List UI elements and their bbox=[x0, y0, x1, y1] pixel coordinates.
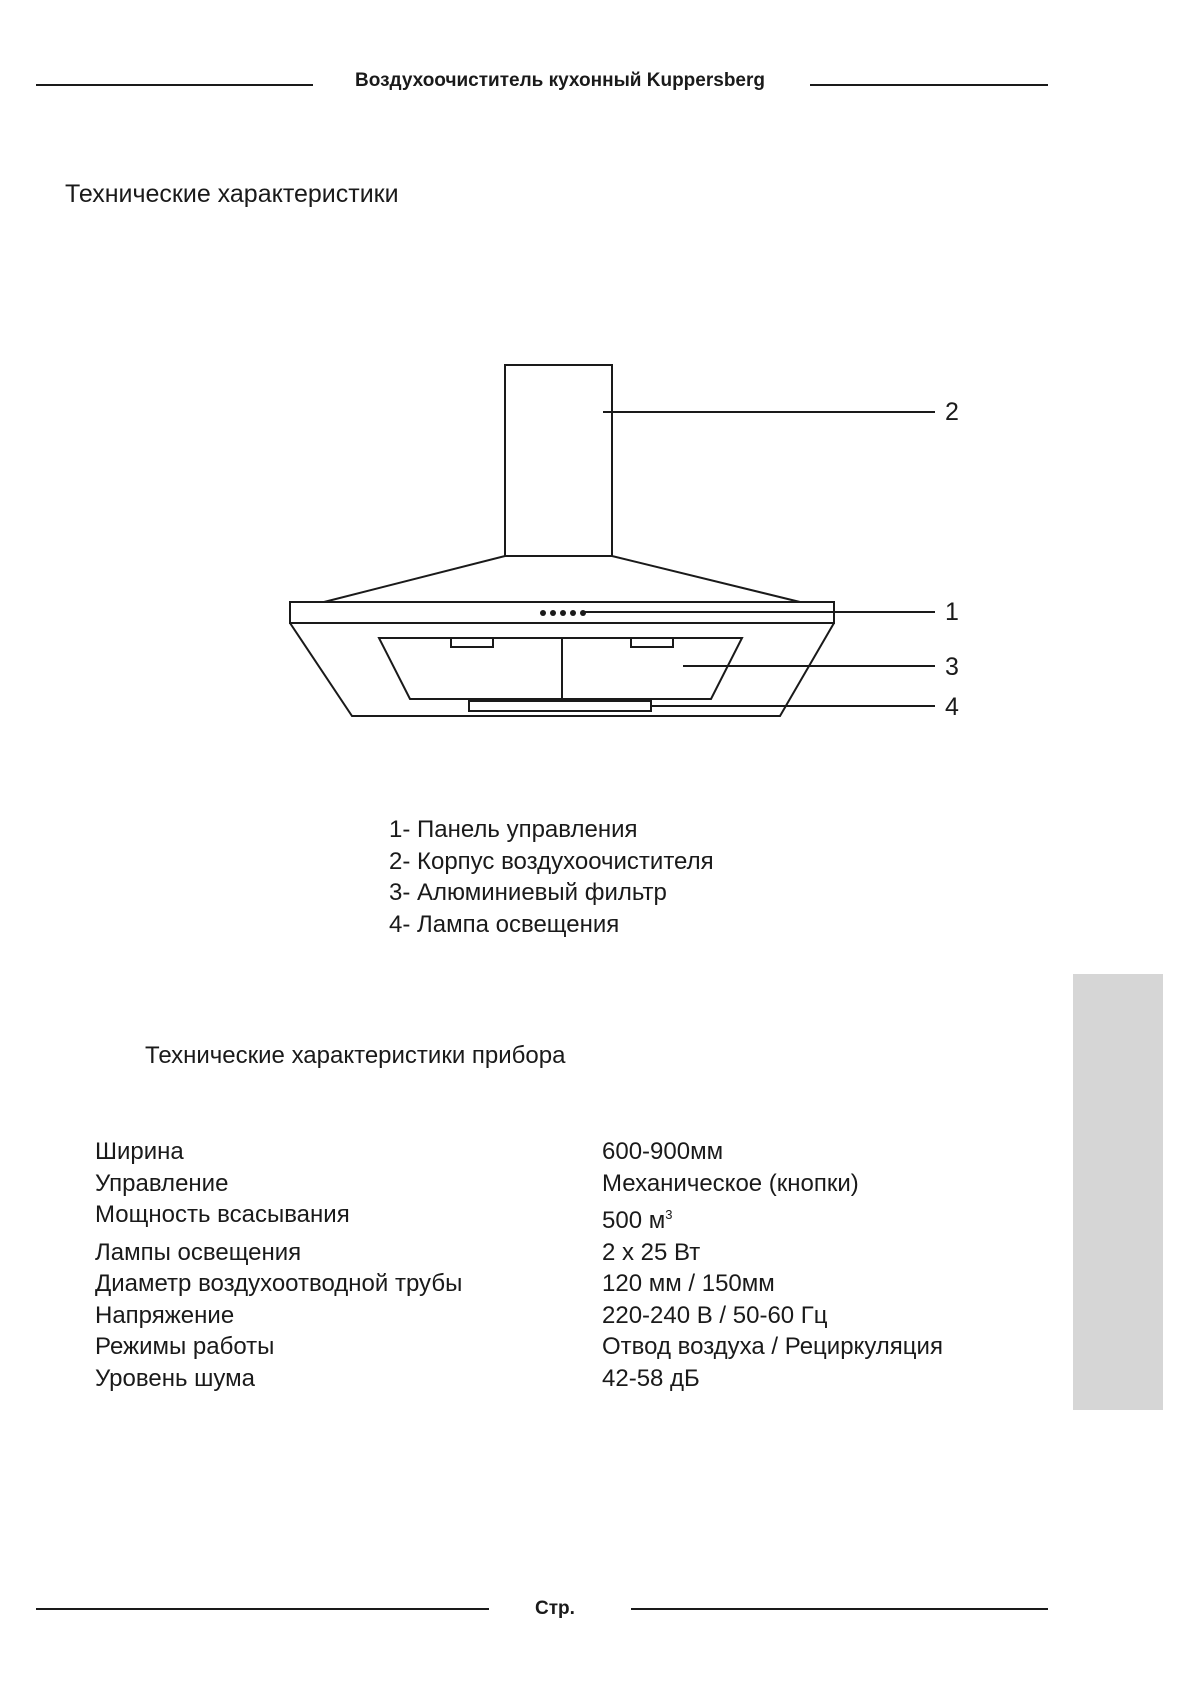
spec-value: 220-240 В / 50-60 Гц bbox=[602, 1301, 828, 1329]
spec-label: Уровень шума bbox=[95, 1364, 255, 1392]
spec-value: Механическое (кнопки) bbox=[602, 1169, 859, 1197]
specs-table bbox=[95, 1136, 943, 1394]
legend-item: 3- Алюминиевый фильтр bbox=[389, 879, 667, 906]
spec-value: 42-58 дБ bbox=[602, 1364, 700, 1392]
spec-row bbox=[95, 1168, 943, 1200]
hood-filter-clip-right bbox=[631, 638, 673, 647]
legend-item: 1- Панель управления bbox=[389, 816, 638, 843]
hood-filter-clip-left bbox=[451, 638, 493, 647]
control-button bbox=[570, 610, 576, 616]
spec-value: 120 мм / 150мм bbox=[602, 1270, 775, 1297]
hood-lamp bbox=[469, 701, 651, 711]
control-button bbox=[550, 610, 556, 616]
legend-item: 2- Корпус воздухоочистителя bbox=[389, 847, 714, 875]
spec-row bbox=[95, 1237, 943, 1269]
spec-value: 2 х 25 Вт bbox=[602, 1238, 701, 1266]
spec-row bbox=[95, 1268, 943, 1300]
spec-row bbox=[95, 1136, 943, 1168]
hood-chimney bbox=[505, 365, 612, 556]
callout-4: 4 bbox=[945, 693, 959, 721]
spec-row bbox=[95, 1300, 943, 1332]
footer-page-label: Стр. bbox=[535, 1598, 575, 1619]
spec-value: 600-900мм bbox=[602, 1138, 724, 1165]
spec-row bbox=[95, 1331, 943, 1363]
spec-label: Диаметр воздухоотводной трубы bbox=[95, 1270, 463, 1297]
specs-title: Технические характеристики прибора bbox=[145, 1042, 566, 1069]
spec-label: Управление bbox=[95, 1169, 229, 1197]
spec-value: 500 м bbox=[602, 1207, 666, 1234]
hood-canopy bbox=[324, 556, 800, 602]
spec-value: Отвод воздуха / Рециркуляция bbox=[602, 1333, 943, 1360]
section-title: Технические характеристики bbox=[65, 180, 399, 208]
spec-label: Лампы освещения bbox=[95, 1238, 302, 1266]
control-button bbox=[580, 610, 586, 616]
hood-diagram bbox=[0, 0, 1191, 760]
spec-label: Напряжение bbox=[95, 1301, 235, 1329]
spec-row bbox=[95, 1199, 943, 1237]
diagram-legend bbox=[389, 814, 714, 940]
callout-2: 2 bbox=[945, 398, 959, 426]
spec-label: Ширина bbox=[95, 1138, 184, 1165]
spec-label: Режимы работы bbox=[95, 1333, 275, 1360]
spec-value-superscript: 3 bbox=[665, 1207, 673, 1222]
hood-filter-frame bbox=[379, 638, 742, 699]
footer-rule-right bbox=[631, 1608, 1048, 1610]
spec-value-suction bbox=[602, 1199, 672, 1237]
control-button bbox=[540, 610, 546, 616]
footer-rule-left bbox=[36, 1608, 489, 1610]
callout-3: 3 bbox=[945, 653, 959, 681]
spec-label: Мощность всасывания bbox=[95, 1201, 350, 1228]
callout-1: 1 bbox=[945, 598, 959, 626]
side-tab bbox=[1073, 974, 1163, 1410]
legend-item: 4- Лампа освещения bbox=[389, 910, 620, 938]
control-button bbox=[560, 610, 566, 616]
spec-row bbox=[95, 1363, 943, 1395]
header-title: Воздухоочиститель кухонный Kuppersberg bbox=[355, 70, 765, 91]
